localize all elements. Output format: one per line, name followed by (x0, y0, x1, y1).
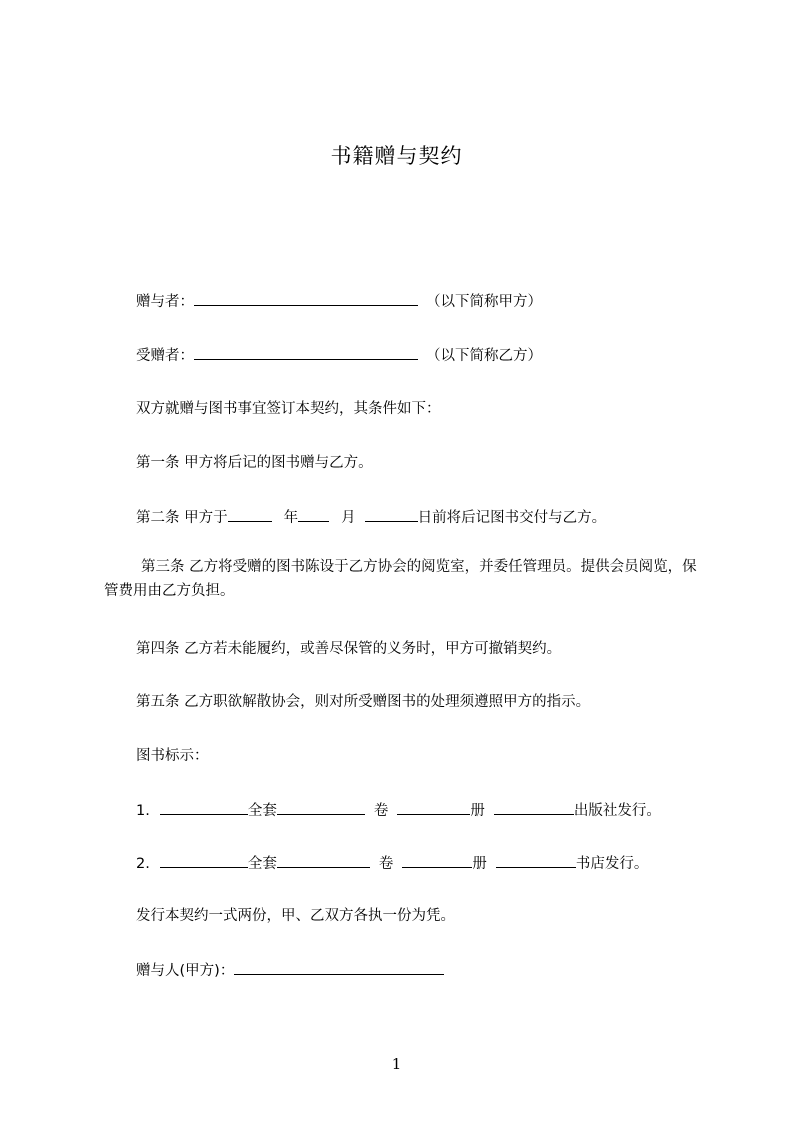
page-number: 1 (391, 1055, 402, 1073)
article-1: 第一条 甲方将后记的图书赠与乙方。 (136, 455, 373, 471)
book-1-line (136, 800, 661, 821)
books-label: 图书标示： (136, 748, 209, 764)
book-1-publisher-blank[interactable] (494, 800, 574, 815)
book-1-volume-blank[interactable] (397, 800, 470, 815)
book-2-copies: 册 (472, 856, 487, 872)
book-1-volume: 卷 (373, 803, 389, 819)
recipient-label: 受赠者： (136, 348, 194, 364)
book-2-set: 全套 (247, 856, 277, 872)
donor-note: （以下简称甲方） (426, 294, 542, 310)
recipient-line (136, 345, 542, 366)
book-2-volume-blank[interactable] (402, 853, 472, 868)
book-1-number: 1. (136, 803, 150, 819)
month-label: 月 (341, 510, 356, 526)
donor-signature-label: 赠与人(甲方)： (136, 963, 235, 979)
book-1-set: 全套 (247, 803, 277, 819)
year-label: 年 (283, 510, 299, 526)
intro-text: 双方就赠与图书事宜签订本契约，其条件如下： (136, 401, 441, 417)
article-5: 第五条 乙方职欲解散协会，则对所受赠图书的处理须遵照甲方的指示。 (136, 694, 591, 710)
book-2-suffix: 书店发行。 (575, 856, 649, 872)
donor-signature-line (136, 960, 444, 981)
book-2-line (136, 853, 648, 874)
donor-signature-blank[interactable] (234, 960, 444, 975)
day-blank[interactable] (365, 507, 418, 522)
document-title: 书籍赠与契约 (330, 144, 463, 168)
copies-clause: 发行本契约一式两份，甲、乙双方各执一份为凭。 (136, 908, 455, 924)
book-2-set-blank[interactable] (277, 853, 370, 868)
donor-line (136, 291, 542, 312)
book-2-volume: 卷 (378, 856, 394, 872)
donor-name-blank[interactable] (194, 291, 418, 306)
year-blank[interactable] (228, 507, 272, 522)
book-2-title-blank[interactable] (160, 853, 248, 868)
book-2-store-blank[interactable] (496, 853, 576, 868)
article-2-prefix: 第二条 甲方于 (136, 510, 228, 526)
book-1-title-blank[interactable] (160, 800, 248, 815)
book-1-suffix: 出版社发行。 (573, 803, 661, 819)
donor-label: 赠与者： (136, 294, 194, 310)
article-2-suffix: 日前将后记图书交付与乙方。 (417, 510, 607, 526)
book-1-copies: 册 (470, 803, 485, 819)
article-4: 第四条 乙方若未能履约，或善尽保管的义务时，甲方可撤销契约。 (136, 641, 562, 657)
book-1-set-blank[interactable] (277, 800, 365, 815)
recipient-note: （以下简称乙方） (426, 348, 542, 364)
article-2 (136, 507, 606, 528)
book-2-number: 2. (136, 856, 150, 872)
article-3: 第三条 乙方将受赠的图书陈设于乙方协会的阅览室，并委任管理员。提供会员阅览，保管费用由乙方负担。 (104, 559, 697, 599)
month-blank[interactable] (298, 507, 329, 522)
recipient-name-blank[interactable] (194, 345, 418, 360)
